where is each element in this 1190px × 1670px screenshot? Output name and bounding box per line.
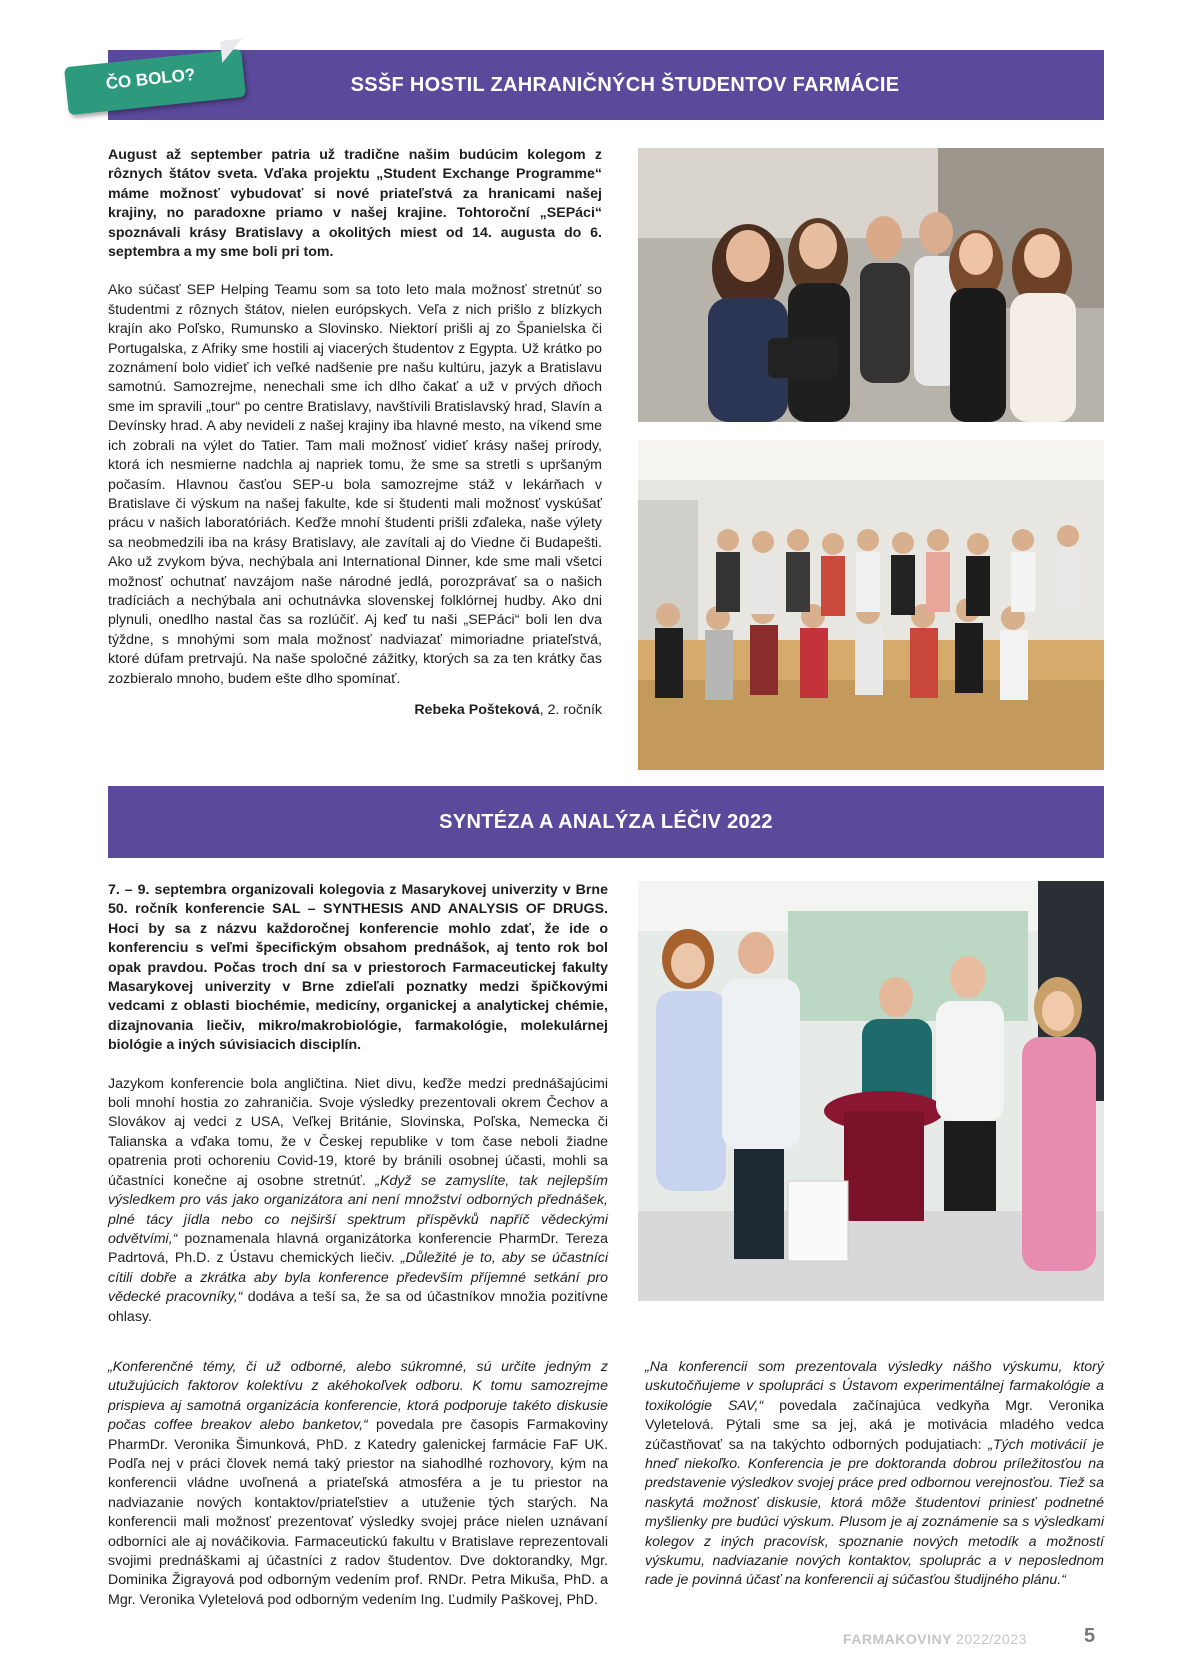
photo-3-illustration [638, 881, 1104, 1301]
article-2-p3-text: povedala začínajúca vedkyňa Mgr. Veronika Vyletelová. Pýtali sme sa jej, aká je motivácia mladého vedca zúčastňovať sa na takýchto odborných podujatiach: [645, 1397, 1104, 1453]
article-2-quote-5: „Tých motivácií je hneď niekoľko. Konferencia je pre doktoranda dobrou príležitosťou na predstavenie výsledkov svojej práce pred odbornou verejnosťou. Tiež sa naskytá možnosť diskusie, ktorá môže študentovi priniesť podnetné myšlienky pre budúci výskum. Plusom je aj zoznámenie sa s výsledkami kolegov z iných pracovísk, spoznanie nových metodík a možností výskumu, nadviazanie nových kontaktov, spoluprác a v neposlednom rade je povinná účasť na konferencii aj súčasťou študijného plánu.“ [645, 1436, 1104, 1589]
article-2-quote-2: „Důležité je to, aby se účastníci cítili dobře a zkrátka aby byla konference především příjemné setkání pro vědecké pracovníky,“ [108, 1250, 608, 1306]
article-1-title: SSŠF HOSTIL ZAHRANIČNÝCH ŠTUDENTOV FARMÁCIE [350, 74, 900, 96]
tag-fold-corner [220, 39, 244, 63]
footer-magazine-name: FARMAKOVINY [843, 1631, 952, 1647]
section-tag-label: ČO BOLO? [104, 64, 197, 94]
article-2-title: SYNTÉZA A ANALÝZA LÉČIV 2022 [439, 811, 773, 833]
article-2-paragraph-1 [108, 1075, 608, 1327]
article-2-p1b-text: poznamenala hlavná organizátorka konferencie PharmDr. Tereza Padrtová, Ph.D. z Ústavu chemických liečiv. [108, 1230, 608, 1267]
article-2-quote-3: „Konferenčné témy, či už odborné, alebo súkromné, sú určite jedným z utužujúcich faktorov kolektívu z akéhokoľvek odboru. K tomu samozrejme prispieva aj samotná organizácia konferencie, ktorá podporuje takéto diskusie počas coffee breakov alebo banketov,“ [108, 1359, 608, 1434]
footer-magazine-label [843, 1631, 1027, 1647]
article-2-quote-4: „Na konferencii som prezentovala výsledky nášho výskumu, ktorý uskutočňujeme v spolupráci s Ústavom experimentálnej farmakológie a toxikológie SAV,“ [645, 1359, 1104, 1414]
article-2-paragraph-3 [645, 1358, 1104, 1591]
article-2-p2-text: povedala pre časopis Farmakoviny PharmDr. Veronika Šimunková, PhD. z Katedry galenickej farmácie FaF UK. Podľa nej v práci človek nemá taký priestor na siahodlhé rozhovory, kým na konferencii vládne uvoľnená a priateľská atmosféra a je tu priestor na nadviazanie nových kontaktov/priateľstiev a utuženie tých starých. Na konferencii mali možnosť prezentovať výsledky svojej práce nielen uznávaní odborníci ale aj nováčikovia. Farmaceutickú fakultu v Bratislave reprezentovali svojimi prednáškami aj účastníci z radov študentov. Dve doktorandky, Mgr. Dominika Žigrayová pod odborným vedením prof. RNDr. Petra Mikuša, PhD. a Mgr. Veronika Vyletelová pod odborným vedením Ing. Ľudmily Paškovej, PhD. [108, 1417, 608, 1608]
article-2-p1-text: Jazykom konferencie bola angličtina. Niet divu, keďže medzi prednášajúcimi boli mnohí hostia zo zahraničia. Svoje výsledky prezentovali okrem Čechov a Slovákov aj vedci z USA, Veľkej Británie, Slovinska, Poľska, Nemecka či Talianska a vďaka tomu, že v Českej republike v tom čase neboli žiadne opatrenia proti ochoreniu Covid-19, ktoré by bránili osobnej účasti, mohli sa účastníci konečne aj osobne stretnúť. [108, 1075, 608, 1189]
photo-sep-group [638, 440, 1104, 770]
page-number: 5 [1084, 1625, 1096, 1647]
article-2-paragraph-2 [108, 1358, 608, 1610]
article-1-text [108, 146, 602, 720]
article-2-text-left [108, 1358, 608, 1610]
footer-year: 2022/2023 [956, 1631, 1027, 1647]
article-2-quote-1: „Když se zamyslíte, tak nejlepším výsledkem pro vás jako organizátora ani není množství odborných přednášek, plné tácy jídla nebo co nejširší spektrum příspěvků napříč vědeckými odvětvími,“ [108, 1172, 608, 1247]
article-1-lead: August až september patria už tradične našim budúcim kolegom z rôznych štátov sveta. Vďaka projektu „Student Exchange Programme“ máme možnosť vybudovať si nové priateľstvá za hranicami našej krajiny, no paradoxne priamo v našej krajine. Tohtoroční „SEPáci“ spoznávali krásy Bratislavy a okolitých miest od 14. augusta do 6. septembra a my sme boli pri tom. [108, 147, 602, 261]
photo-1-illustration [638, 148, 1104, 422]
photo-2-illustration [638, 440, 1104, 770]
article-2-lead: 7. – 9. septembra organizovali kolegovia z Masarykovej univerzity v Brne 50. ročník konferencie SAL – SYNTHESIS AND ANALYSIS OF DRUGS. Hoci by sa z názvu každoročnej konferencie mohlo zdať, že ide o konferenciu s veľmi špecifickým obsahom prednášok, aj tento rok bol opak pravdou. Počas troch dní sa v priestoroch Farmaceutickej fakulty Masarykovej univerzity v Brne zdieľali poznatky medzi špičkovými vedcami z oblasti biochémie, medicíny, organickej a analytickej chémie, dizajnovania liečiv, mikro/makrobiológie, farmakológie, molekulárnej biológie a iných súvisiacich disciplín. [108, 882, 608, 1054]
article-1-body: Ako súčasť SEP Helping Teamu som sa toto leto mala možnosť stretnúť so študentmi z rôznych štátov, nielen európskych. Veľa z nich prišlo z blízkych krajín ako Poľsko, Rumunsko a Slovinsko. Niektorí prišli aj zo Španielska či Portugalska, z Afriky sme hostili aj viacerých študentov z Egypta. Už krátko po zoznámení bolo vidieť ich veľké nadšenie pre našu kultúru, jazyk a Bratislavu samotnú. Samozrejme, nenechali sme ich dlho čakať a už v prvých dňoch sme im spravili „tour“ po centre Bratislavy, navštívili Bratislavský hrad, Slavín a Devínsky hrad. A aby nevideli z našej krajiny iba hlavné mesto, na víkend sme ich zobrali na výlet do Tatier. Tam mali možnosť vidieť krásy našej prírody, ktorá ich nesmierne nadchla aj napriek tomu, že sme sa stretli s upršaným počasím. Hlavnou časťou SEP-u bola samozrejme stáž v lekárňach v Bratislave či výskum na našej fakulte, kde si študenti mali možnosť vyskúšať prácu v našich laboratóriách. Keďže mnohí študenti prišli zďaleka, naše výlety sa neobmedzili iba na krásy Bratislavy, ale zavítali aj do Viedne či Budapešti. Ako už zvykom býva, nechýbala ani International Dinner, kde sme mali všetci možnosť ochutnať navzájom naše národné jedlá, porozprávať sa o našich tradíciách a nechýbala ani ochutnávka slovenskej folklórnej hudby. Ako dni plynuli, onedlho nastal čas sa rozlúčiť. Aj keď tu naši „SEPáci“ boli len dva týždne, s mnohými som mala možnosť nadviazať mimoriadne priateľstvá, ktoré dúfam pretrvajú. Na naše spoločné zážitky, ktorých sa za ten krátky čas zozbieralo mnoho, budem ešte dlho spomínať. [108, 282, 602, 687]
article-2-p1c-text: dodáva a teší sa, že sa od účastníkov množia pozitívne ohlasy. [108, 1289, 608, 1325]
photo-sep-students-restaurant [638, 148, 1104, 422]
article-1-author: Rebeka Pošteková [414, 701, 540, 718]
article-2-title-banner [108, 786, 1104, 858]
article-2-text-right [645, 1358, 1104, 1591]
article-1-author-year: , 2. ročník [539, 701, 602, 718]
article-2-text-top [108, 881, 608, 1327]
article-1-title-banner [108, 50, 1104, 120]
article-1-signature [108, 701, 602, 720]
photo-sal-conference [638, 881, 1104, 1301]
